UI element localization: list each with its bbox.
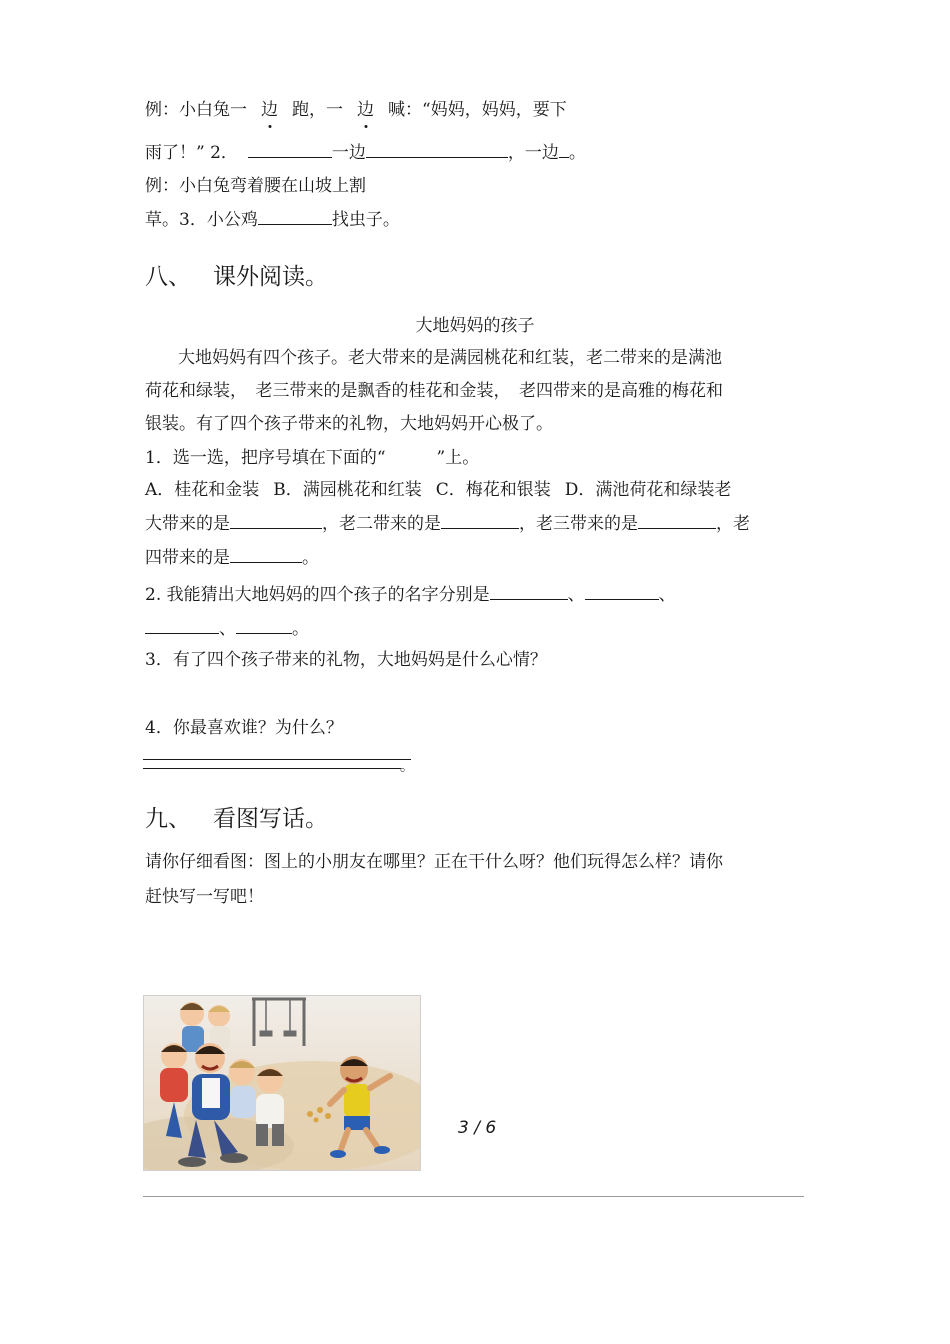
q2-end: 。 — [568, 143, 586, 163]
question-2-line — [145, 140, 586, 165]
example-sentence-1 — [145, 98, 567, 122]
answer-label: ，老二带来的是 — [322, 514, 441, 534]
section-number: 九、 — [145, 806, 191, 832]
blank-field[interactable] — [490, 582, 568, 600]
q2-prefix: 雨了！” 2． — [145, 143, 238, 163]
blank-field[interactable] — [145, 616, 219, 634]
question-2-text: 2. 我能猜出大地妈妈的四个孩子的名字分别是 — [145, 585, 490, 605]
section-number: 八、 — [145, 264, 191, 290]
story-title: 大地妈妈的孩子 — [415, 316, 535, 336]
question-3-line — [145, 207, 400, 232]
story-paragraph: 银装。有了四个孩子带来的礼物，大地妈妈开心极了。 — [145, 414, 553, 434]
question-2-text-line — [145, 582, 676, 607]
question-1-answers-line — [145, 511, 750, 536]
blank-field[interactable] — [559, 140, 569, 158]
separator: 、 — [219, 619, 236, 639]
example-text: 跑，一 — [292, 100, 343, 120]
answer-label: 四带来的是 — [145, 548, 230, 568]
footer-divider — [143, 1196, 804, 1197]
blank-field[interactable] — [230, 545, 302, 563]
section-title: 课外阅读。 — [213, 264, 328, 290]
example-sentence-2: 例：小白兔弯着腰在山坡上割 — [145, 176, 366, 196]
example-text: 喊：“妈妈，妈妈，要下 — [388, 100, 567, 120]
option-d: D．满池荷花和绿装老 — [564, 480, 732, 500]
story-paragraph: 大地妈妈有四个孩子。老大带来的是满园桃花和红装，老二带来的是满池 — [178, 348, 722, 368]
option-c: C．梅花和银装 — [435, 480, 551, 500]
blank-field[interactable] — [236, 616, 292, 634]
blank-field[interactable] — [638, 511, 716, 529]
answer-line[interactable] — [143, 768, 401, 769]
blank-field[interactable] — [441, 511, 519, 529]
answer-label: 。 — [302, 548, 319, 568]
section-8-heading — [145, 262, 328, 292]
separator: 、 — [658, 585, 676, 605]
question-3-text: 3．有了四个孩子带来的礼物，大地妈妈是什么心情？ — [145, 650, 547, 670]
dotted-char: 边 — [261, 100, 278, 120]
blank-field[interactable] — [258, 207, 332, 225]
story-paragraph: 荷花和绿装， 老三带来的是飘香的桂花和金装， 老四带来的是高雅的梅花和 — [145, 381, 723, 401]
illustration-svg — [144, 996, 420, 1170]
blank-field[interactable] — [248, 140, 332, 158]
q2-mid: 一边 — [331, 143, 366, 163]
option-a: A．桂花和金装 — [145, 480, 260, 500]
question-2-text-line — [145, 616, 309, 641]
section-9-heading — [145, 804, 328, 834]
separator: 、 — [567, 585, 585, 605]
children-playing-illustration — [143, 995, 421, 1171]
question-1-text: 1．选一选，把序号填在下面的“ ”上。 — [145, 448, 480, 468]
example-text: 例：小白兔一 — [145, 100, 247, 120]
blank-field[interactable] — [230, 511, 322, 529]
question-1-answers-line — [145, 545, 319, 570]
end-mark: 。 — [292, 619, 309, 639]
q3-prefix: 草。3．小公鸡 — [145, 210, 258, 230]
question-4-text: 4．你最喜欢谁？为什么？ — [145, 718, 343, 738]
blank-field[interactable] — [585, 582, 659, 600]
q2-mid: ，一边 — [507, 143, 559, 163]
question-1-options — [145, 478, 731, 502]
section-title: 看图写话。 — [213, 806, 328, 832]
dotted-char: 边 — [357, 100, 374, 120]
writing-prompt: 请你仔细看图：图上的小朋友在哪里？正在干什么呀？他们玩得怎么样？请你 — [145, 852, 723, 872]
page-number: 3 / 6 — [458, 1118, 497, 1138]
option-b: B．满园桃花和红装 — [273, 480, 422, 500]
answer-label: ，老 — [716, 514, 750, 534]
blank-field[interactable] — [366, 140, 508, 158]
answer-label: 大带来的是 — [145, 514, 230, 534]
answer-label: ，老三带来的是 — [519, 514, 638, 534]
answer-line[interactable] — [143, 759, 411, 760]
end-mark: 。 — [400, 759, 414, 775]
q3-suffix: 找虫子。 — [331, 210, 400, 230]
writing-prompt: 赶快写一写吧！ — [145, 887, 264, 907]
